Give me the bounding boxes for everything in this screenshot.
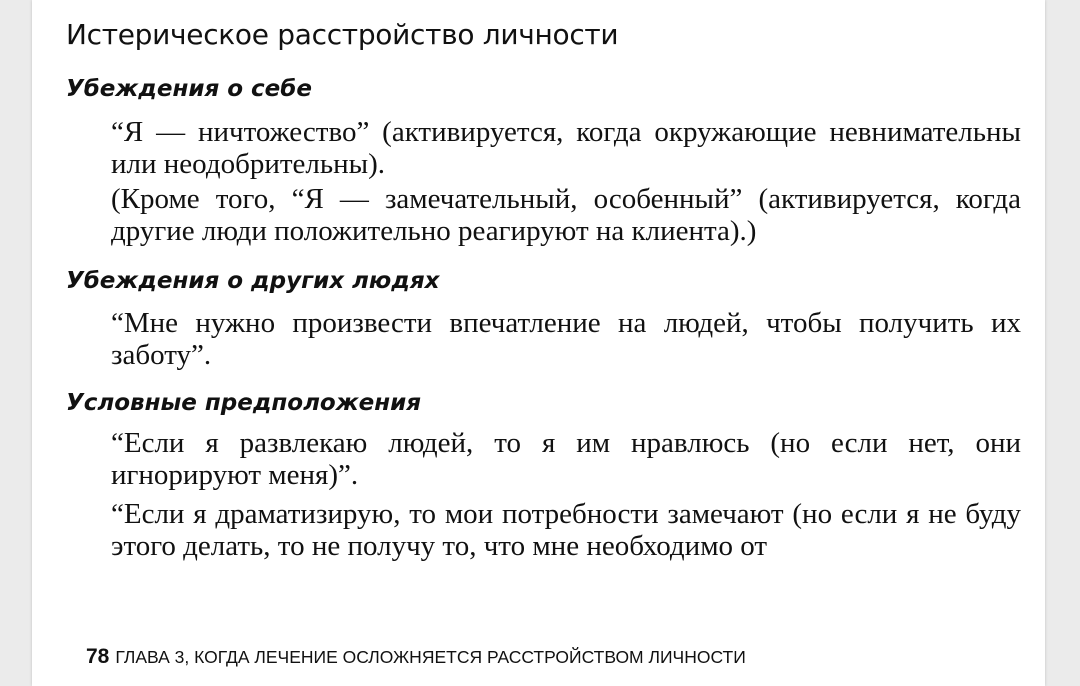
running-title: ГЛАВА 3, КОГДА ЛЕЧЕНИЕ ОСЛОЖНЯЕТСЯ РАССТРОЙСТВОМ ЛИЧНОСТИ bbox=[115, 647, 746, 667]
subheading-beliefs-about-others: Убеждения о других людях bbox=[66, 268, 440, 294]
paragraph-assumption-1: “Если я развлекаю людей, то я им нравлюсь (но если нет, они игнорируют меня)”. bbox=[111, 427, 1021, 491]
page-footer bbox=[86, 645, 746, 669]
document-page bbox=[32, 0, 1045, 686]
page-number: 78 bbox=[86, 645, 110, 668]
paragraph-self-belief-1: “Я — ничтожество” (активируется, когда окружающие невнимательны или неодобрительны). bbox=[111, 116, 1021, 180]
subheading-self-beliefs: Убеждения о себе bbox=[66, 76, 312, 102]
subheading-conditional-assumptions: Условные предположения bbox=[66, 390, 421, 416]
paragraph-self-belief-2: (Кроме того, “Я — замечательный, особенный” (активируется, когда другие люди положительно реагируют на клиента).) bbox=[111, 183, 1021, 247]
section-title: Истерическое расстройство личности bbox=[66, 18, 619, 51]
paragraph-belief-about-others: “Мне нужно произвести впечатление на людей, чтобы получить их заботу”. bbox=[111, 307, 1021, 371]
paragraph-assumption-2: “Если я драматизирую, то мои потребности замечают (но если я не буду этого делать, то не получу то, что мне необходимо от bbox=[111, 498, 1021, 562]
